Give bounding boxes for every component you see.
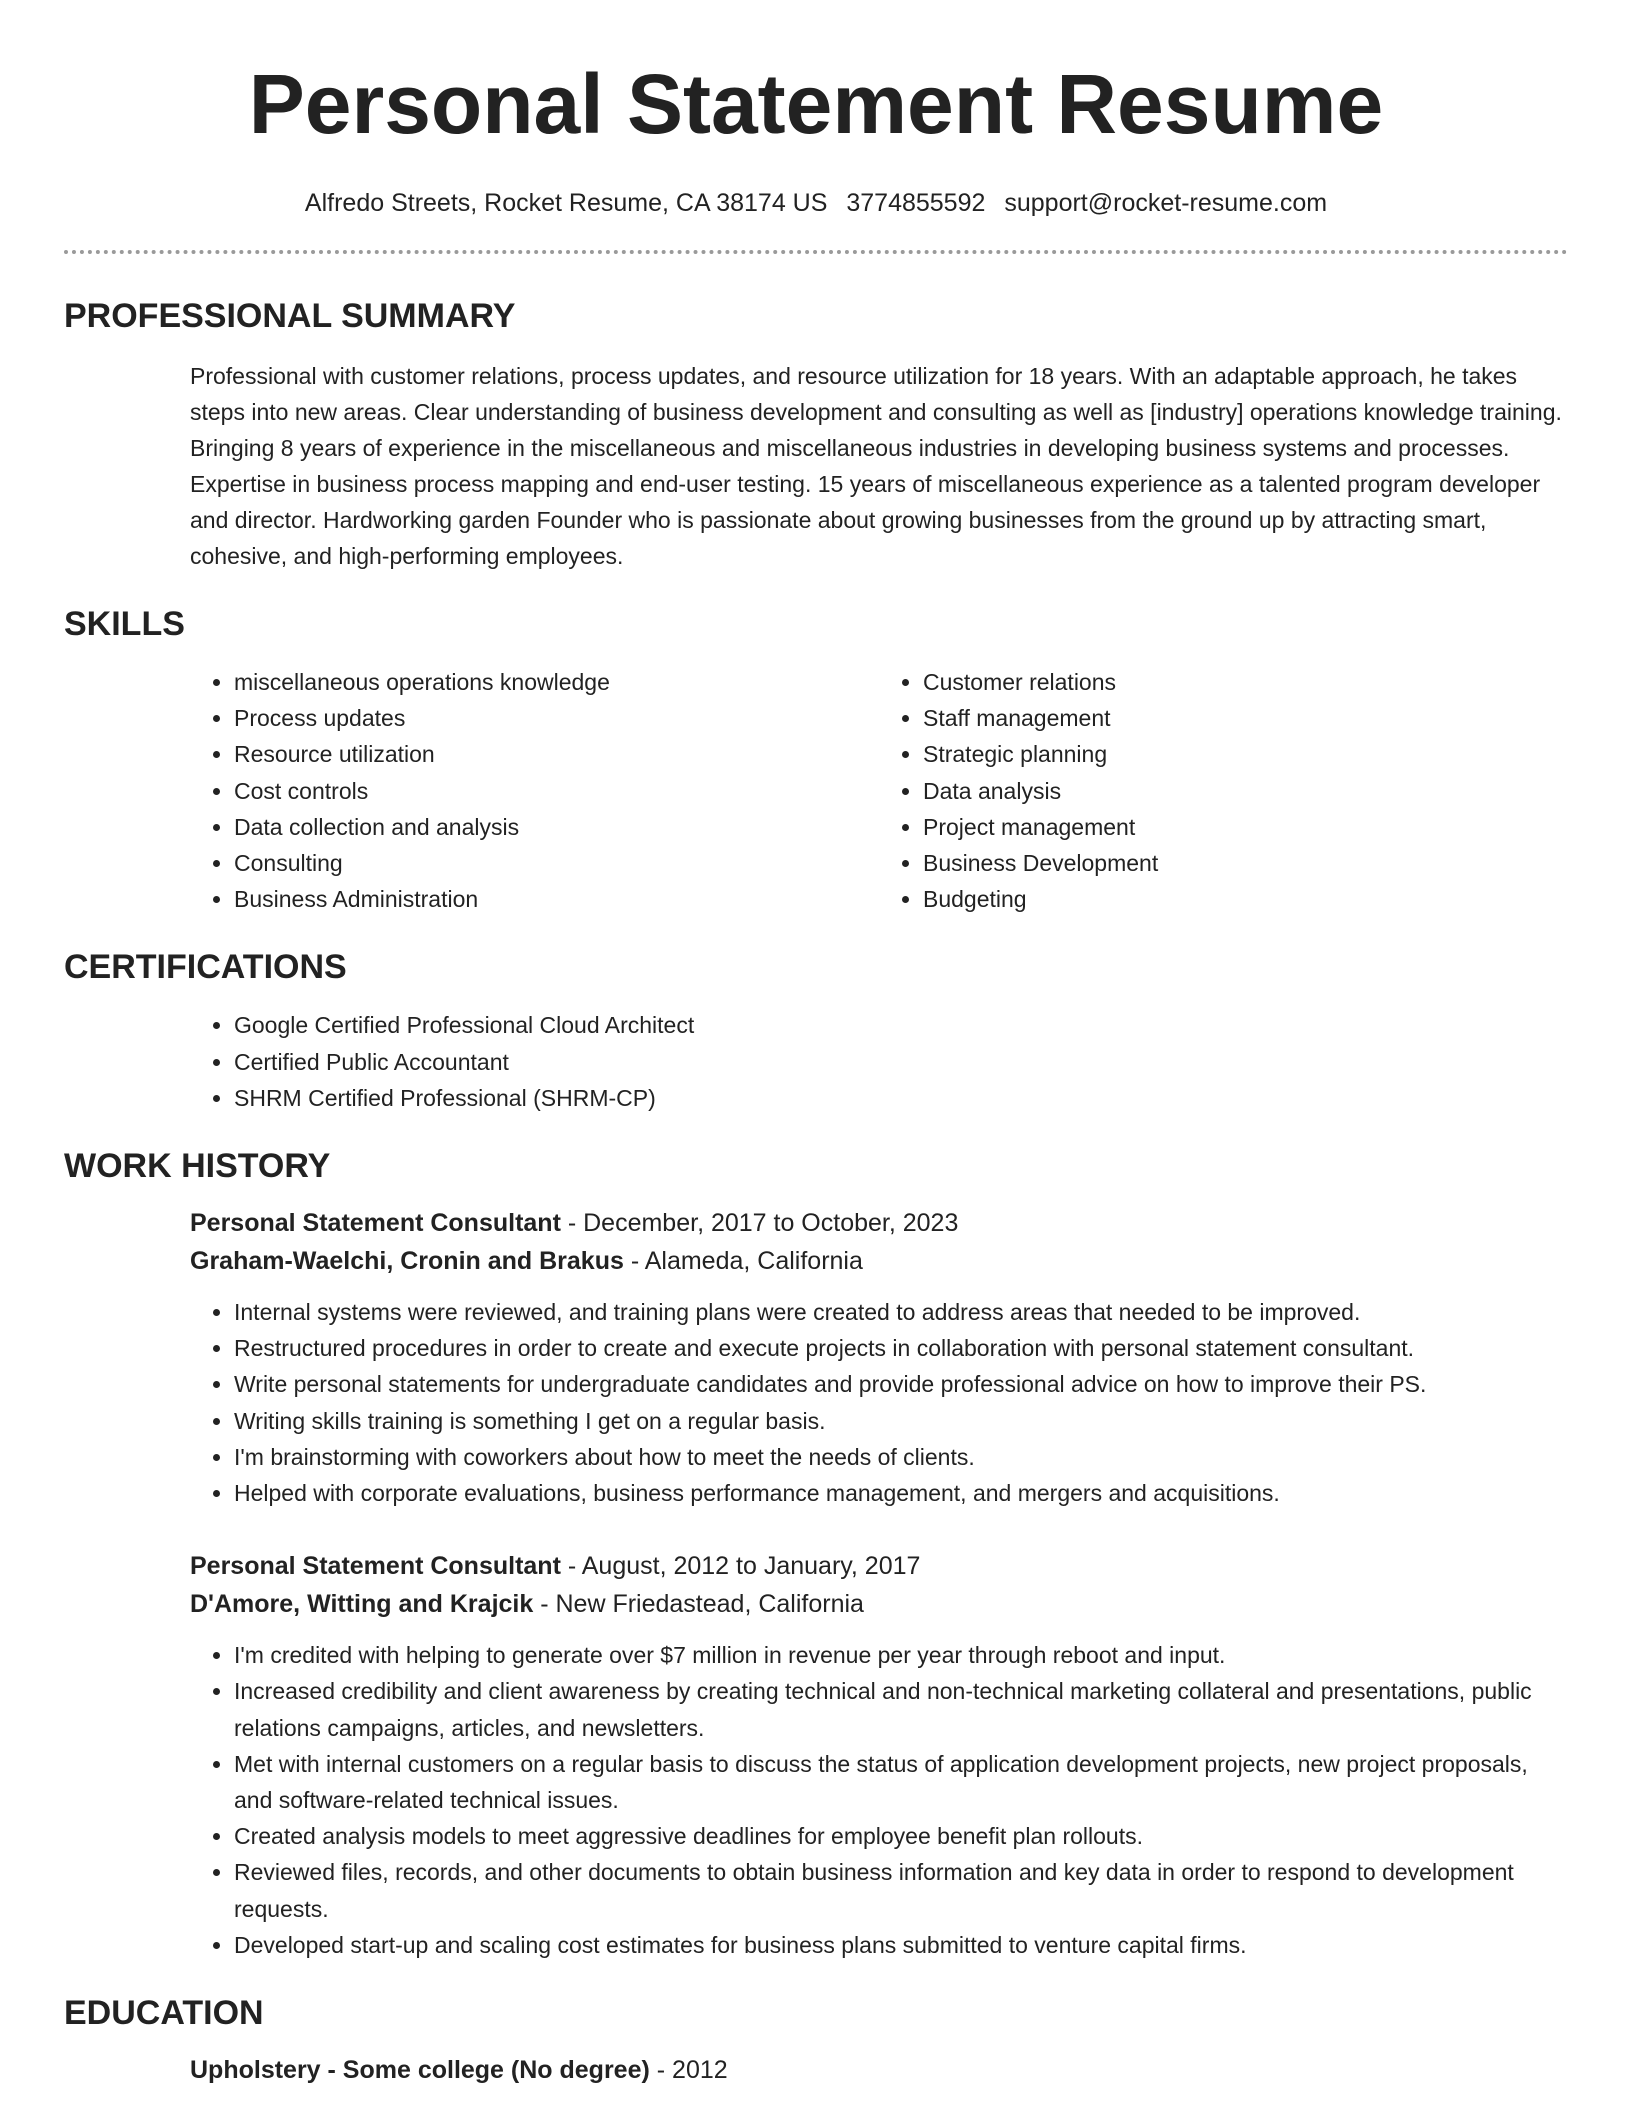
skill-item: • Project management xyxy=(923,809,1568,845)
summary-text: Professional with customer relations, process updates, and resource utilization for 18 years. With an adaptable approach, he takes steps into new areas. Clear understanding of business development and consulting as well as [industry] operations knowledge training. Bringing 8 years of experience in the miscellaneous and miscellaneous industries in developing business systems and processes. Expertise in business process mapping and end-user testing. 15 years of miscellaneous experience as a talented program developer and director. Hardworking garden Founder who is passionate about growing businesses from the ground up by attracting smart, cohesive, and high-performing employees. xyxy=(190,363,1562,569)
summary-heading: PROFESSIONAL SUMMARY xyxy=(64,297,516,335)
resume-title: Personal Statement Resume xyxy=(248,57,1384,151)
skill-item: • Strategic planning xyxy=(923,736,1568,772)
contact-line xyxy=(64,186,1568,220)
job-bullet: • I'm brainstorming with coworkers about how to meet the needs of clients. xyxy=(234,1439,1568,1475)
education-degree: Upholstery - Some college (No degree) xyxy=(190,2056,650,2085)
job-role: Personal Statement Consultant xyxy=(190,1209,561,1238)
skill-item: • Budgeting xyxy=(923,881,1568,917)
skills-list-left xyxy=(190,664,879,917)
job-company: Graham-Waelchi, Cronin and Brakus xyxy=(190,1247,624,1276)
job-bullet: • Reviewed files, records, and other documents to obtain business information and key data in order to respond to development requests. xyxy=(234,1854,1568,1926)
job-company: D'Amore, Witting and Krajcik xyxy=(190,1590,534,1619)
job-bullet: • Internal systems were reviewed, and training plans were created to address areas that needed to be improved. xyxy=(234,1294,1568,1330)
job-title-line xyxy=(190,1547,1568,1585)
skills-list-right xyxy=(879,664,1568,917)
certifications-list xyxy=(190,1007,1568,1116)
education-section xyxy=(64,1991,1568,2089)
skill-item: • Data analysis xyxy=(923,773,1568,809)
job-location: - New Friedastead, California xyxy=(533,1590,864,1619)
job-bullets xyxy=(190,1294,1568,1511)
job-bullet: • I'm credited with helping to generate over $7 million in revenue per year through reboot and input. xyxy=(234,1637,1568,1673)
skill-item: • Data collection and analysis xyxy=(234,809,879,845)
job-bullet: • Created analysis models to meet aggressive deadlines for employee benefit plan rollouts. xyxy=(234,1818,1568,1854)
skill-item: • Customer relations xyxy=(923,664,1568,700)
job-bullet: • Met with internal customers on a regular basis to discuss the status of application development projects, new project proposals, and software-related technical issues. xyxy=(234,1746,1568,1818)
work-history-section xyxy=(64,1144,1568,1963)
job-entry xyxy=(64,1547,1568,1963)
job-bullet: • Restructured procedures in order to create and execute projects in collaboration with personal statement consultant. xyxy=(234,1330,1568,1366)
job-company-line xyxy=(190,1585,1568,1623)
skill-item: • miscellaneous operations knowledge xyxy=(234,664,879,700)
work-history-heading: WORK HISTORY xyxy=(64,1147,331,1186)
job-bullet: • Increased credibility and client awareness by creating technical and non-technical marketing collateral and presentations, public relations campaigns, articles, and newsletters. xyxy=(234,1673,1568,1745)
job-bullet: • Helped with corporate evaluations, business performance management, and mergers and acquisitions. xyxy=(234,1475,1568,1511)
job-entry xyxy=(64,1204,1568,1511)
job-dates: - December, 2017 to October, 2023 xyxy=(560,1209,959,1238)
skill-item: • Cost controls xyxy=(234,773,879,809)
job-title-line xyxy=(190,1204,1568,1242)
skill-item: • Resource utilization xyxy=(234,736,879,772)
job-bullet: • Developed start-up and scaling cost estimates for business plans submitted to venture capital firms. xyxy=(234,1927,1568,1963)
certifications-section xyxy=(64,945,1568,1116)
skill-item: • Consulting xyxy=(234,845,879,881)
skills-section xyxy=(64,602,1568,917)
contact-address: Alfredo Streets, Rocket Resume, CA 38174 US xyxy=(304,189,828,217)
education-line xyxy=(190,2051,1568,2089)
certification-item: • Certified Public Accountant xyxy=(234,1044,1568,1080)
skills-heading: SKILLS xyxy=(64,605,185,643)
job-location: - Alameda, California xyxy=(623,1247,863,1276)
contact-phone: 3774855592 xyxy=(846,189,986,217)
skill-item: • Business Development xyxy=(923,845,1568,881)
job-role: Personal Statement Consultant xyxy=(190,1552,561,1581)
skills-columns xyxy=(64,664,1568,917)
certification-item: • Google Certified Professional Cloud Architect xyxy=(234,1007,1568,1043)
job-bullet: • Write personal statements for undergraduate candidates and provide professional advice on how to improve their PS. xyxy=(234,1366,1568,1402)
skill-item: • Business Administration xyxy=(234,881,879,917)
summary-section xyxy=(64,294,1568,574)
skill-item: • Staff management xyxy=(923,700,1568,736)
job-company-line xyxy=(190,1242,1568,1280)
job-bullets xyxy=(190,1637,1568,1963)
education-year: - 2012 xyxy=(649,2056,728,2085)
certifications-heading: CERTIFICATIONS xyxy=(64,948,347,987)
skill-item: • Process updates xyxy=(234,700,879,736)
job-bullet: • Writing skills training is something I get on a regular basis. xyxy=(234,1403,1568,1439)
header-divider xyxy=(64,250,1568,254)
contact-email: support@rocket-resume.com xyxy=(1004,189,1328,217)
job-dates: - August, 2012 to January, 2017 xyxy=(560,1552,921,1581)
certification-item: • SHRM Certified Professional (SHRM-CP) xyxy=(234,1080,1568,1116)
education-heading: EDUCATION xyxy=(64,1994,264,2033)
